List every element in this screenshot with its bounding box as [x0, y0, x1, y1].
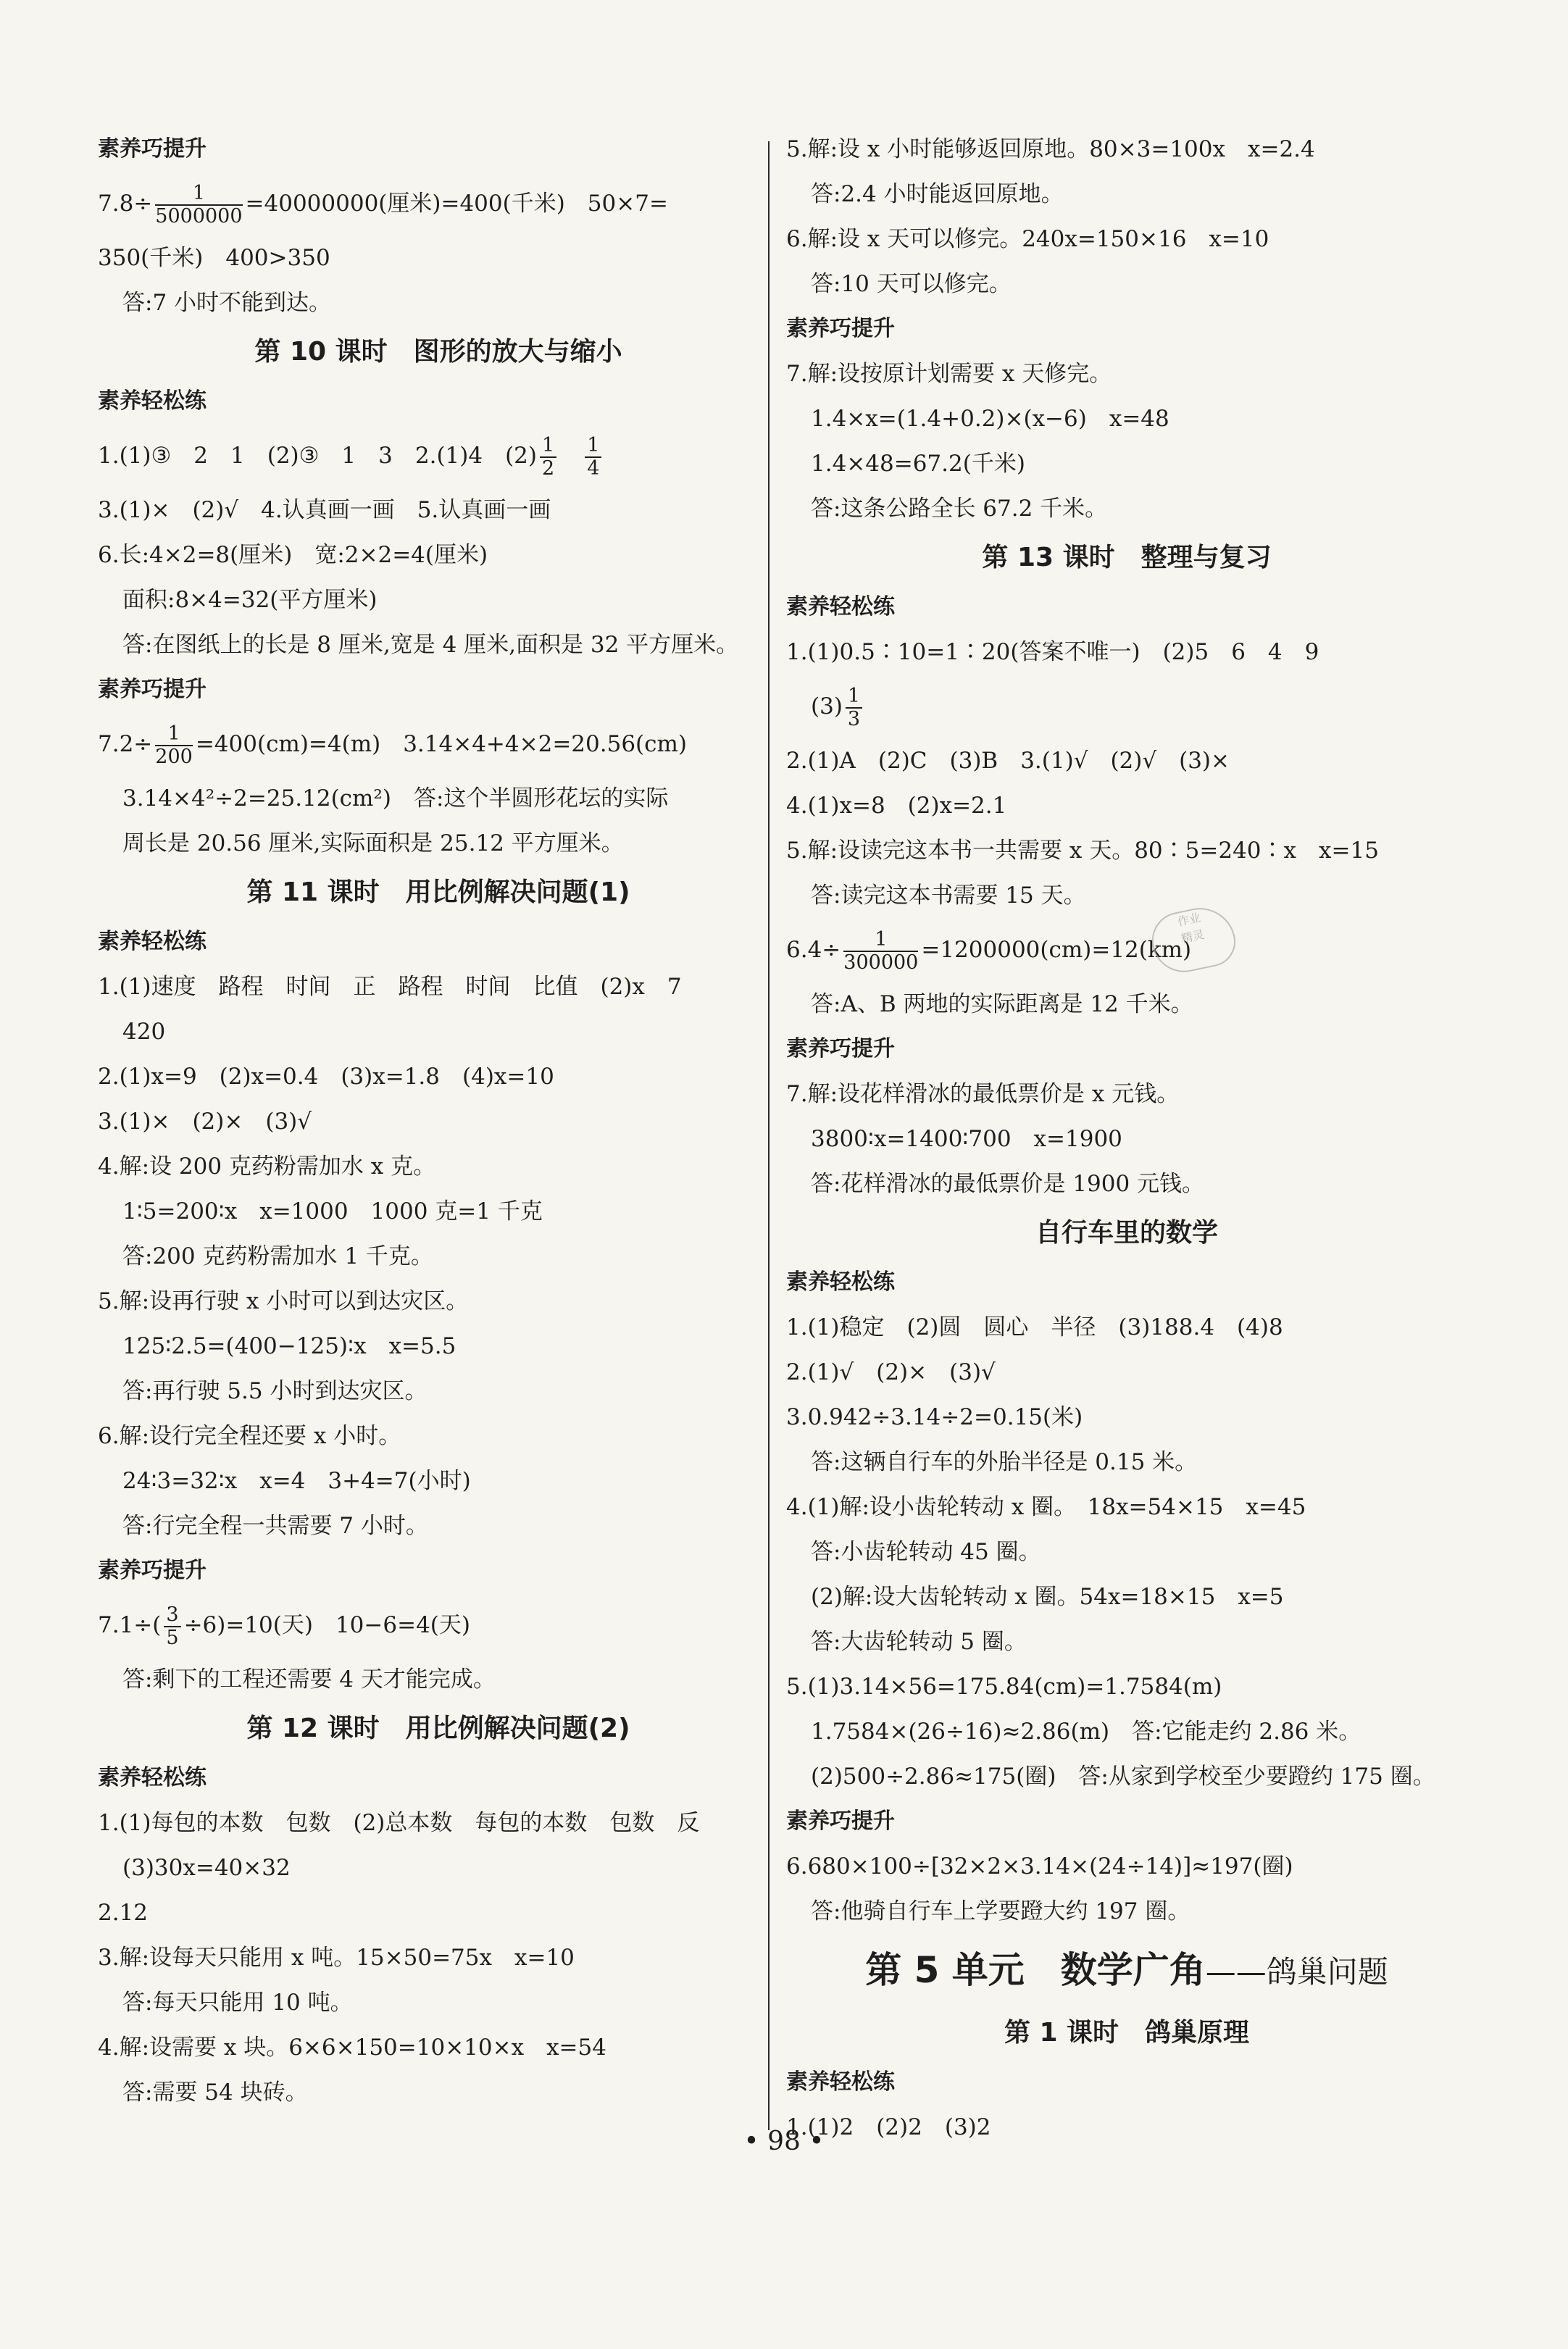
answer-line: 2.(1)A (2)C (3)B 3.(1)√ (2)√ (3)×: [786, 748, 1230, 774]
lesson-heading: 第 11 课时 用比例解决问题(1): [246, 877, 630, 907]
answer-line: 答:A、B 两地的实际距离是 12 千米。: [811, 991, 1193, 1017]
answer-line: 答:这辆自行车的外胎半径是 0.15 米。: [811, 1449, 1198, 1475]
section-label: 素养巧提升: [786, 316, 895, 341]
answer-line: 6.4÷ $\frac{1}{300000}$ =1200000(cm)=12(km): [786, 927, 1192, 974]
answer-line: 4.(1)解:设小齿轮转动 x 圈。 18x=54×15 x=45: [786, 1494, 1306, 1520]
answer-line: 1.4×x=(1.4+0.2)×(x−6) x=48: [811, 406, 1169, 432]
answer-line: 3.14×4²÷2=25.12(cm²) 答:这个半圆形花坛的实际: [122, 785, 669, 811]
answer-line: 答:在图纸上的长是 8 厘米,宽是 4 厘米,面积是 32 平方厘米。: [122, 632, 739, 658]
unit-heading: 第 5 单元 数学广角——鸽巢问题: [865, 1949, 1388, 1991]
answer-line: 6.解:设行完全程还要 x 小时。: [98, 1423, 401, 1449]
fraction: $\frac{1}{2}$: [540, 435, 556, 479]
answer-line: 1∶5=200∶x x=1000 1000 克=1 千克: [122, 1198, 543, 1224]
answer-line: 4.解:设需要 x 块。6×6×150=10×10×x x=54: [98, 2035, 606, 2061]
answer-line: 5.解:设再行驶 x 小时可以到达灾区。: [98, 1288, 469, 1314]
answer-line: 1.(1)速度 路程 时间 正 路程 时间 比值 (2)x 7: [98, 974, 682, 1000]
right-column: [786, 127, 1467, 2150]
answer-line: 1.(1)稳定 (2)圆 圆心 半径 (3)188.4 (4)8: [786, 1314, 1283, 1340]
answer-line: 7.8÷ $\frac{1}{5000000}$ =40000000(厘米)=400(千米) 50×7=: [98, 181, 668, 228]
answer-line: 7.解:设按原计划需要 x 天修完。: [786, 361, 1112, 387]
answer-line: 2.12: [98, 1900, 149, 1926]
answer-line: 7.1÷( $\frac{3}{5}$ ÷6)=10(天) 10−6=4(天): [98, 1603, 470, 1649]
answer-line: 答:2.4 小时能返回原地。: [811, 181, 1064, 207]
answer-line: 3.(1)× (2)× (3)√: [98, 1109, 312, 1135]
answer-line: 5.(1)3.14×56=175.84(cm)=1.7584(m): [786, 1674, 1222, 1700]
answer-line: 面积:8×4=32(平方厘米): [122, 587, 378, 613]
answer-line: 7.解:设花样滑冰的最低票价是 x 元钱。: [786, 1081, 1180, 1107]
answer-line: 答:剩下的工程还需要 4 天才能完成。: [122, 1666, 496, 1693]
answer-line: (2)500÷2.86≈175(圈) 答:从家到学校至少要蹬约 175 圈。: [811, 1764, 1435, 1790]
lesson-heading: 第 12 课时 用比例解决问题(2): [246, 1714, 630, 1743]
answer-line: 24∶3=32∶x x=4 3+4=7(小时): [122, 1468, 471, 1494]
section-label: 素养巧提升: [786, 1036, 895, 1061]
fraction: $\frac{1}{300000}$: [843, 927, 919, 974]
left-column: [98, 127, 779, 2115]
answer-line: 125∶2.5=(400−125)∶x x=5.5: [122, 1333, 456, 1359]
section-label: 素养轻松练: [98, 1765, 207, 1790]
lesson-heading: 第 13 课时 整理与复习: [982, 543, 1272, 572]
answer-line: 3.(1)× (2)√ 4.认真画一画 5.认真画一画: [98, 497, 551, 523]
section-label: 素养轻松练: [786, 594, 895, 619]
page-number: • 98 •: [743, 2127, 825, 2156]
answer-line: 4.解:设 200 克药粉需加水 x 克。: [98, 1153, 436, 1180]
section-label: 素养巧提升: [98, 1558, 207, 1583]
answer-line: 1.(1)2 (2)2 (3)2: [786, 2114, 991, 2140]
answer-line: 答:行完全程一共需要 7 小时。: [122, 1513, 428, 1539]
answer-line: 答:再行驶 5.5 小时到达灾区。: [122, 1378, 428, 1404]
answer-line: 6.长:4×2=8(厘米) 宽:2×2=4(厘米): [98, 542, 488, 568]
answer-line: 3800∶x=1400∶700 x=1900: [811, 1126, 1122, 1152]
answer-line: 1.7584×(26÷16)≈2.86(m) 答:它能走约 2.86 米。: [811, 1719, 1361, 1745]
answer-line: 答:小齿轮转动 45 圈。: [811, 1539, 1041, 1565]
fraction: $\frac{1}{5000000}$: [155, 181, 243, 228]
fraction: $\frac{1}{200}$: [155, 722, 193, 768]
answer-line: 答:这条公路全长 67.2 千米。: [811, 496, 1108, 522]
answer-line: (3) $\frac{1}{3}$: [786, 675, 1467, 738]
answer-line: 答:200 克药粉需加水 1 千克。: [122, 1243, 433, 1269]
fraction: $\frac{1}{4}$: [585, 435, 601, 479]
answer-line: 周长是 20.56 厘米,实际面积是 25.12 平方厘米。: [122, 830, 624, 856]
answer-line: 6.解:设 x 天可以修完。240x=150×16 x=10: [786, 226, 1269, 252]
answer-line: 5.解:设 x 小时能够返回原地。80×3=100x x=2.4: [786, 136, 1315, 162]
section-label: 素养巧提升: [98, 136, 207, 162]
answer-line: 答:花样滑冰的最低票价是 1900 元钱。: [811, 1171, 1205, 1197]
section-label: 素养轻松练: [98, 929, 207, 954]
answer-line: 答:需要 54 块砖。: [122, 2079, 308, 2106]
section-label: 素养轻松练: [98, 388, 207, 414]
answer-line: 3.0.942÷3.14÷2=0.15(米): [786, 1404, 1083, 1430]
answer-line: 350(千米) 400>350: [98, 245, 330, 271]
answer-line: 答:10 天可以修完。: [811, 271, 1012, 297]
section-label: 素养轻松练: [786, 1269, 895, 1295]
answer-line: (3)30x=40×32: [122, 1855, 291, 1881]
answer-line: 答:7 小时不能到达。: [122, 290, 332, 316]
answer-line: 5.解:设读完这本书一共需要 x 天。80∶5=240∶x x=15: [786, 838, 1379, 864]
answer-line: 2.(1)√ (2)× (3)√: [786, 1359, 996, 1385]
answer-line: 3.解:设每天只能用 x 吨。15×50=75x x=10: [98, 1945, 575, 1971]
lesson-heading: 第 1 课时 鸽巢原理: [1004, 2018, 1250, 2048]
answer-line: 答:每天只能用 10 吨。: [122, 1990, 353, 2016]
section-label: 素养巧提升: [786, 1808, 895, 1834]
answer-line: 答:他骑自行车上学要蹬大约 197 圈。: [811, 1898, 1190, 1924]
fraction: $\frac{1}{3}$: [846, 685, 862, 730]
section-label: 素养巧提升: [98, 677, 207, 702]
fraction: $\frac{3}{5}$: [164, 1604, 180, 1648]
answer-line: 答:大齿轮转动 5 圈。: [811, 1629, 1027, 1655]
answer-line: 1.(1)每包的本数 包数 (2)总本数 每包的本数 包数 反: [98, 1810, 700, 1836]
answer-line: 420: [122, 1019, 166, 1045]
section-label: 素养轻松练: [786, 2069, 895, 2095]
answer-line: 1.4×48=67.2(千米): [811, 451, 1025, 477]
answer-line: 1.(1)③ 2 1 (2)③ 1 3 2.(1)4 (2) $\frac{1}{2}$ $\frac{1}{4}$: [98, 424, 779, 488]
answer-line: 7.2÷ $\frac{1}{200}$ =400(cm)=4(m) 3.14×4+4×2=20.56(cm): [98, 722, 687, 768]
answer-line: 6.680×100÷[32×2×3.14×(24÷14)]≈197(圈): [786, 1853, 1293, 1879]
answer-line: 1.(1)0.5∶10=1∶20(答案不唯一) (2)5 6 4 9: [786, 639, 1319, 665]
watermark-stamp: 作业 精灵: [1147, 901, 1240, 978]
answer-line: 答:读完这本书需要 15 天。: [811, 883, 1086, 909]
answer-line: (2)解:设大齿轮转动 x 圈。54x=18×15 x=5: [811, 1584, 1284, 1610]
lesson-heading: 第 10 课时 图形的放大与缩小: [254, 337, 622, 367]
answer-line: 2.(1)x=9 (2)x=0.4 (3)x=1.8 (4)x=10: [98, 1064, 554, 1090]
lesson-heading: 自行车里的数学: [1035, 1218, 1218, 1248]
answer-line: 4.(1)x=8 (2)x=2.1: [786, 793, 1007, 819]
